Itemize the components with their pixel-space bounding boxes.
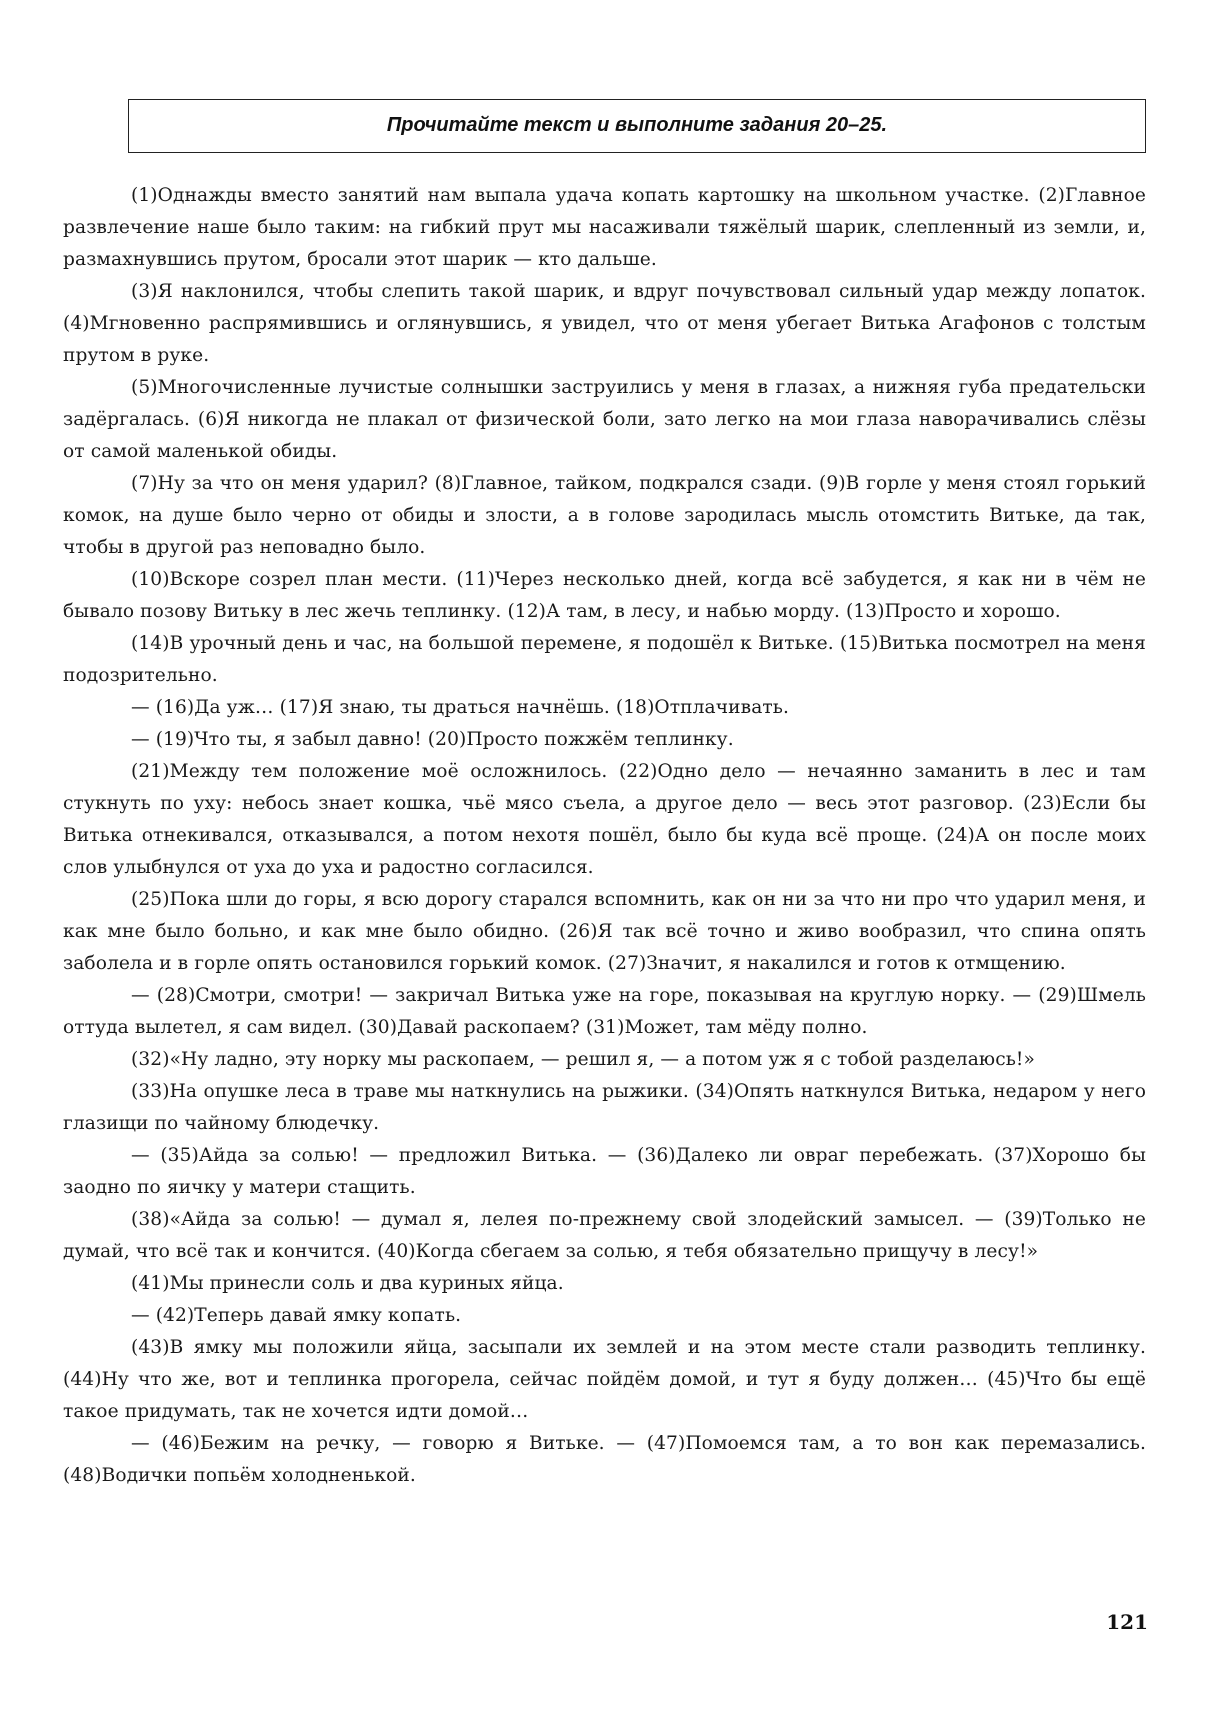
paragraph: (10)Вскоре созрел план мести. (11)Через несколько дней, когда всё забудется, я как ни в чём не бывало позову Витьку в лес жечь теплинку. (12)А там, в лесу, и набью морду. (13)Просто и хорошо. [63, 569, 1146, 622]
paragraph: (43)В ямку мы положили яйца, засыпали их землей и на этом месте стали разводить теплинку. (44)Ну что же, вот и теплинка прогорела, сейчас пойдём домой, и тут я буду должен… (45)Что бы ещё такое придумать, так не хочется идти домой… [63, 1337, 1146, 1422]
paragraph: (7)Ну за что он меня ударил? (8)Главное, тайком, подкрался сзади. (9)В горле у меня стоял горький комок, на душе было черно от обиды и злости, а в голове зародилась мысль отомстить Витьке, да так, чтобы в другой раз неповадно было. [63, 473, 1146, 558]
paragraph: (41)Мы принесли соль и два куриных яйца. [131, 1273, 564, 1294]
task-instruction-title: Прочитайте текст и выполните задания 20–25. [386, 113, 888, 136]
paragraph: — (28)Смотри, смотри! — закричал Витька уже на горе, показывая на круглую норку. — (29)Шмель оттуда вылетел, я сам видел. (30)Давай раскопаем? (31)Может, там мёду полно. [63, 985, 1146, 1038]
paragraph: — (42)Теперь давай ямку копать. [131, 1305, 462, 1326]
story-text [63, 180, 1146, 1492]
paragraph: — (46)Бежим на речку, — говорю я Витьке. — (47)Помоемся там, а то вон как перемазались. (48)Водички попьём холодненькой. [63, 1433, 1146, 1486]
paragraph: (33)На опушке леса в траве мы наткнулись на рыжики. (34)Опять наткнулся Витька, недаром у него глазищи по чайному блюдечку. [63, 1081, 1146, 1134]
paragraph: (3)Я наклонился, чтобы слепить такой шарик, и вдруг почувствовал сильный удар между лопаток. (4)Мгновенно распрямившись и оглянувшись, я увидел, что от меня убегает Витька Агафонов с толстым прутом в руке. [63, 281, 1146, 366]
paragraph: (38)«Айда за солью! — думал я, лелея по-прежнему свой злодейский замысел. — (39)Только не думай, что всё так и кончится. (40)Когда сбегаем за солью, я тебя обязательно прищучу в лесу!» [63, 1209, 1146, 1262]
page-number: 121 [1106, 1610, 1148, 1634]
paragraph: (32)«Ну ладно, эту норку мы раскопаем, — решил я, — а потом уж я с тобой разделаюсь!» [131, 1049, 1035, 1070]
paragraph: (25)Пока шли до горы, я всю дорогу старался вспомнить, как он ни за что ни про что ударил меня, и как мне было больно, и как мне было обидно. (26)Я так всё точно и живо вообразил, что спина опять заболела и в горле опять остановился горький комок. (27)Значит, я накалился и готов к отмщению. [63, 889, 1146, 974]
paragraph: (5)Многочисленные лучистые солнышки заструились у меня в глазах, а нижняя губа предательски задёргалась. (6)Я никогда не плакал от физической боли, зато легко на мои глаза наворачивались слёзы от самой маленькой обиды. [63, 377, 1146, 462]
paragraph: — (16)Да уж… (17)Я знаю, ты драться начнёшь. (18)Отплачивать. [131, 697, 789, 718]
paragraph: (21)Между тем положение моё осложнилось. (22)Одно дело — нечаянно заманить в лес и там стукнуть по уху: небось знает кошка, чьё мясо съела, а другое дело — весь этот разговор. (23)Если бы Витька отнекивался, отказывался, а потом нехотя пошёл, было бы куда всё проще. (24)А он после моих слов улыбнулся от уха до уха и радостно согласился. [63, 761, 1146, 878]
paragraph: (1)Однажды вместо занятий нам выпала удача копать картошку на школьном участке. (2)Главное развлечение наше было таким: на гибкий прут мы насаживали тяжёлый шарик, слепленный из земли, и, размахнувшись прутом, бросали этот шарик — кто дальше. [63, 185, 1146, 270]
task-instruction-box [128, 99, 1146, 153]
paragraph: — (19)Что ты, я забыл давно! (20)Просто пожжём теплинку. [131, 729, 734, 750]
paragraph: (14)В урочный день и час, на большой перемене, я подошёл к Витьке. (15)Витька посмотрел на меня подозрительно. [63, 633, 1146, 686]
paragraph: — (35)Айда за солью! — предложил Витька. — (36)Далеко ли овраг перебежать. (37)Хорошо бы заодно по яичку у матери стащить. [63, 1145, 1146, 1198]
